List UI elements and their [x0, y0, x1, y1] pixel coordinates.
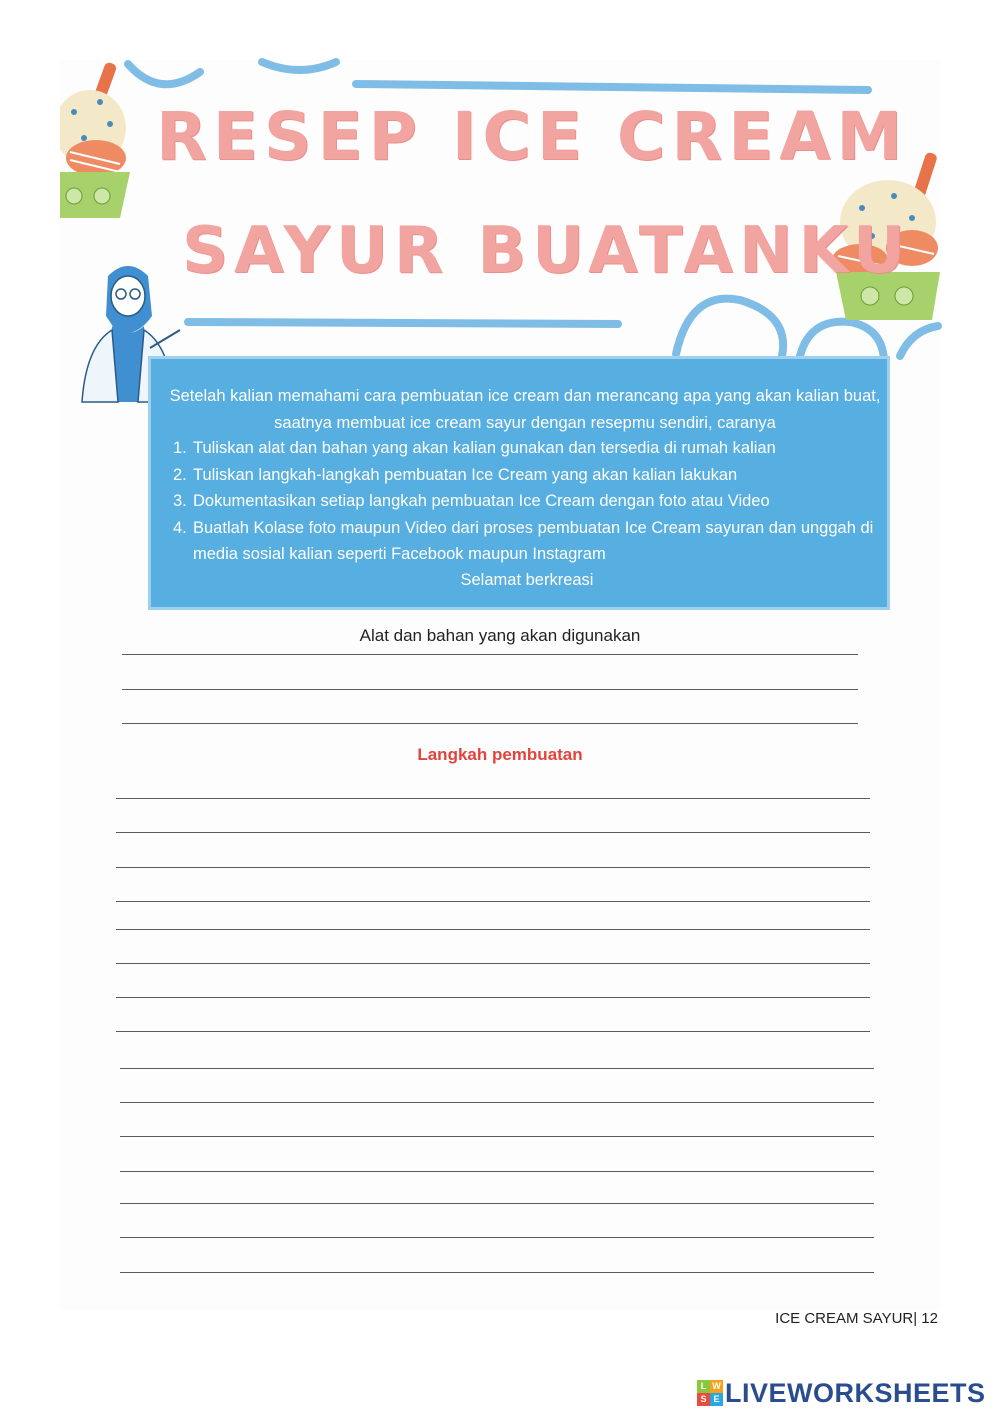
decor-arc-right-1 [676, 299, 783, 356]
tools-heading: Alat dan bahan yang akan digunakan [359, 626, 641, 645]
steps-heading: Langkah pembuatan [417, 745, 583, 764]
steps-writing-line[interactable] [120, 1068, 874, 1069]
instruction-closing: Selamat berkreasi [460, 571, 594, 589]
step-text: Dokumentasikan setiap langkah pembuatan Ice Cream dengan foto atau Video [193, 492, 770, 511]
steps-writing-line[interactable] [116, 997, 870, 998]
ice-cream-illustration-left [60, 60, 136, 220]
instruction-step [173, 488, 889, 515]
badge-letter: W [710, 1380, 723, 1393]
step-number: 3. [173, 492, 187, 511]
instruction-intro: Setelah kalian memahami cara pembuatan ice cream dan merancang apa yang akan kalian buat, saatnya membuat ice cream sayur dengan resepmu sendiri, caranya [169, 387, 881, 432]
instruction-step [173, 515, 889, 568]
steps-writing-line[interactable] [116, 832, 870, 833]
badge-letter: E [710, 1393, 723, 1406]
liveworksheets-logo[interactable] [697, 1378, 986, 1408]
step-number: 1. [173, 439, 187, 457]
decor-arc-right-3 [900, 326, 938, 356]
step-text: Buatlah Kolase foto maupun Video dari proses pembuatan Ice Cream sayuran dan unggah di media sosial kalian seperti Facebook maupun Instagram [193, 518, 874, 564]
decor-arc-right-2 [800, 322, 884, 360]
badge-letter: L [697, 1380, 710, 1393]
step-text: Tuliskan langkah-langkah pembuatan Ice Cream yang akan kalian lakukan [193, 465, 738, 484]
steps-writing-line[interactable] [120, 1136, 874, 1137]
decor-arc-top-middle [262, 62, 336, 70]
badge-letter: S [697, 1393, 710, 1406]
title-line-1: RESEP ICE CREAM [156, 98, 909, 175]
steps-writing-line[interactable] [116, 798, 870, 799]
decor-arc-top-left [128, 64, 200, 84]
steps-writing-line[interactable] [120, 1272, 874, 1273]
decor-line-top [356, 84, 868, 90]
steps-writing-line[interactable] [116, 963, 870, 964]
steps-writing-line[interactable] [120, 1203, 874, 1204]
instruction-box [148, 356, 890, 610]
step-text: Tuliskan alat dan bahan yang akan kalian gunakan dan tersedia di rumah kalian [193, 439, 776, 457]
step-number: 4. [173, 518, 187, 537]
steps-writing-line[interactable] [116, 929, 870, 930]
instruction-steps [173, 435, 889, 568]
steps-writing-line[interactable] [116, 867, 870, 868]
decor-line-under-title [188, 322, 618, 324]
step-number: 2. [173, 465, 187, 484]
steps-writing-line[interactable] [120, 1171, 874, 1172]
instruction-step [173, 462, 889, 489]
tools-writing-line[interactable] [122, 689, 858, 690]
steps-writing-line[interactable] [120, 1237, 874, 1238]
title-line-2: SAYUR BUATANKU [182, 214, 911, 288]
tools-writing-line[interactable] [122, 723, 858, 724]
page-footer-label: ICE CREAM SAYUR| 12 [775, 1310, 938, 1327]
steps-writing-line[interactable] [116, 901, 870, 902]
tools-writing-line[interactable] [122, 654, 858, 655]
instruction-step [173, 435, 889, 462]
logo-text: LIVEWORKSHEETS [725, 1377, 986, 1408]
logo-badge-icon [697, 1380, 723, 1406]
steps-writing-line[interactable] [116, 1031, 870, 1032]
steps-writing-line[interactable] [120, 1102, 874, 1103]
